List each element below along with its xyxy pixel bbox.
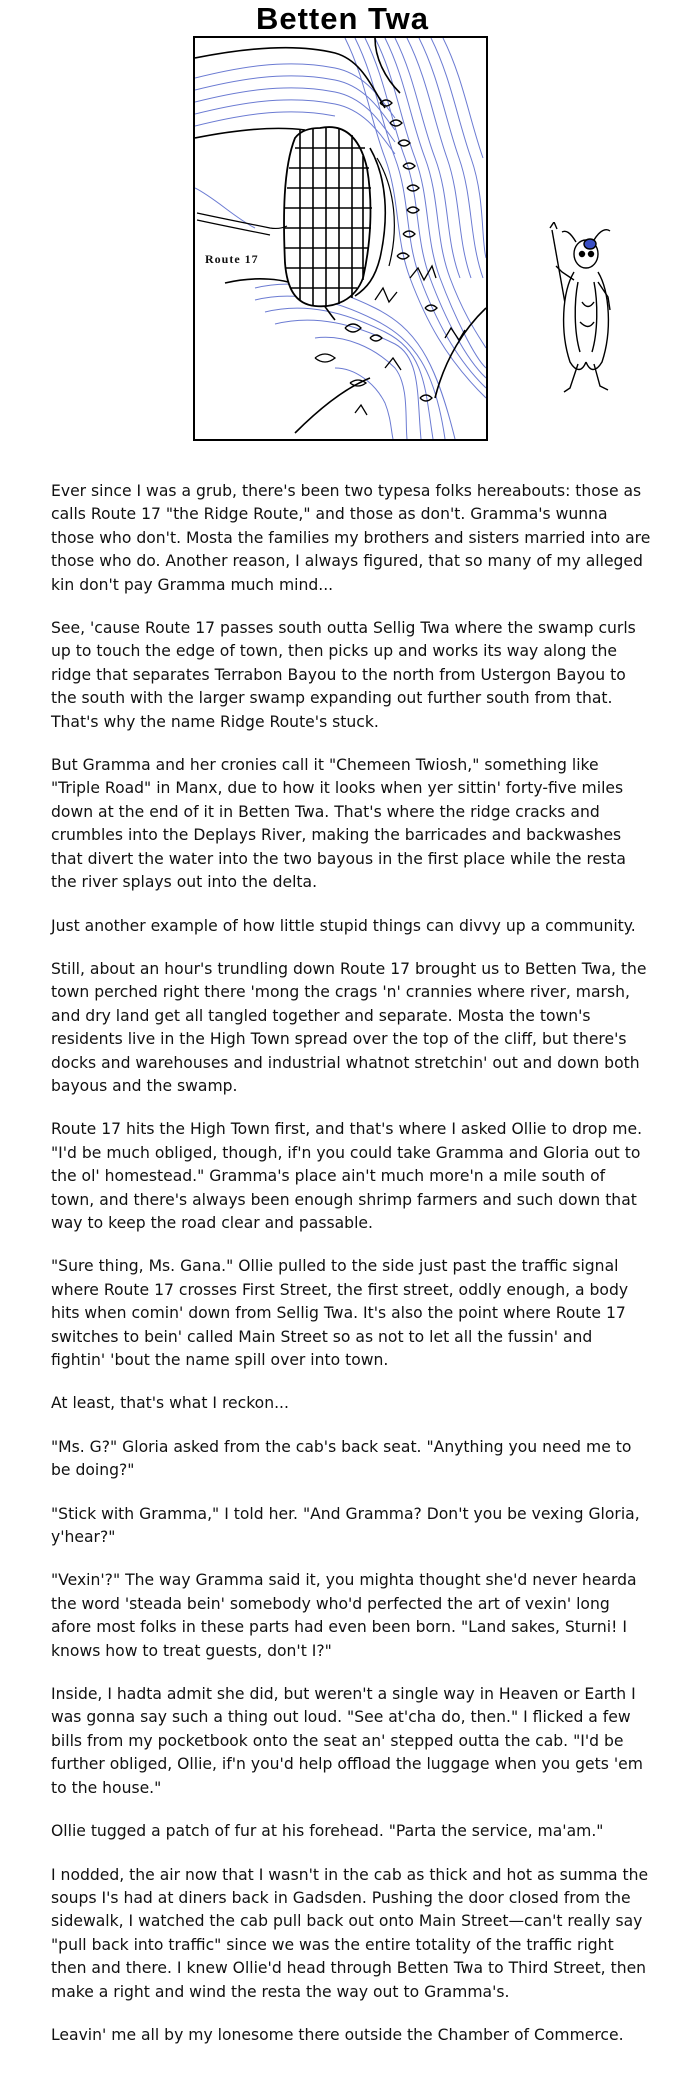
story-paragraph: I nodded, the air now that I wasn't in the cab as thick and hot as summa the soups I's had at diners back in Gadsden. Pushing the door closed from the sidewalk, I watched the cab pull back out onto Main Street—can't really say "pull back into traffic" since we was the entire totality of the traffic right then and there. I knew Ollie'd head through Betten Twa to Third Street, then make a right and wind the resta the way out to Gramma's. xyxy=(51,1865,649,2001)
story-paragraph: At least, that's what I reckon... xyxy=(51,1394,289,1413)
story-paragraph: See, 'cause Route 17 passes south outta Sellig Twa where the swamp curls up to touch the edge of town, then picks up and works its way along the ridge that separates Terrabon Bayou to the north from Ustergon Bayou to the south with the larger swamp expanding out further south from that. That's why the name Ridge Route's stuck. xyxy=(51,619,636,731)
map-drawing xyxy=(195,38,486,439)
story-paragraph: Inside, I hadta admit she did, but weren't a single way in Heaven or Earth I was gonna say such a thing out loud. "See at'cha do, then." I flicked a few bills from my pocketbook onto the seat an' stepped outta the cab. "I'd be further obliged, Ollie, if'n you'd help offload the luggage when you gets 'em to the house." xyxy=(51,1685,643,1797)
story-paragraph: Route 17 hits the High Town first, and that's where I asked Ollie to drop me. "I'd be much obliged, though, if'n you could take Gramma and Gloria out to the ol' homestead." Gramma's place ain't much more'n a mile south of town, and there's always been enough shrimp farmers and such down that way to keep the road clear and passable. xyxy=(51,1120,643,1232)
story-paragraph: Leavin' me all by my lonesome there outside the Chamber of Commerce. xyxy=(51,2025,624,2044)
story-paragraph: Just another example of how little stupid things can divvy up a community. xyxy=(51,916,636,935)
story-paragraph: "Sure thing, Ms. Gana." Ollie pulled to the side just past the traffic signal where Route 17 crosses First Street, the first street, oddly enough, a body hits when comin' down from Sellig Twa. It's also the point where Route 17 switches to bein' called Main Street so as not to let all the fussin' and fightin' 'bout the name spill over into town. xyxy=(51,1257,629,1369)
story-paragraph: "Stick with Gramma," I told her. "And Gramma? Don't you be vexing Gloria, y'hear?" xyxy=(51,1504,640,1547)
story-paragraph: Ollie tugged a patch of fur at his forehead. "Parta the service, ma'am." xyxy=(51,1822,604,1841)
story-paragraph: "Vexin'?" The way Gramma said it, you mighta thought she'd never hearda the word 'steada bein' somebody who'd perfected the art of vexin' long afore most folks in these parts had even been born. "Land sakes, Sturni! I knows how to treat guests, don't I?" xyxy=(51,1571,637,1660)
moth-narrator-figure xyxy=(548,222,618,394)
story-paragraph: Ever since I was a grub, there's been two typesa folks hereabouts: those as calls Route 17 "the Ridge Route," and those as don't. Gramma's wunna those who don't. Mosta the families my brothers and sisters married into are those who do. Another reason, I always figured, that so many of my alleged kin don't pay Gramma much mind... xyxy=(51,482,651,594)
story-paragraph: "Ms. G?" Gloria asked from the cab's back seat. "Anything you need me to be doing?" xyxy=(51,1437,632,1480)
route-17-label: Route 17 xyxy=(205,252,259,266)
story-text xyxy=(51,480,651,2067)
page-title: Betten Twa xyxy=(255,1,430,36)
story-paragraph: But Gramma and her cronies call it "Chemeen Twiosh," something like "Triple Road" in Manx, due to how it looks when yer sittin' forty-five miles down at the end of it in Betten Twa. That's where the ridge cracks and crumbles into the Deplays River, making the barricades and backwashes that divert the water into the two bayous in the first place while the resta the river splays out into the delta. xyxy=(51,756,626,892)
story-paragraph: Still, about an hour's trundling down Route 17 brought us to Betten Twa, the town perched right there 'mong the crags 'n' crannies where river, marsh, and dry land get all tangled together and separate. Mosta the town's residents live in the High Town spread over the top of the cliff, but there's docks and warehouses and industrial whatnot stretchin' out and down both bayous and the swamp. xyxy=(51,959,647,1095)
town-map-illustration xyxy=(193,36,488,441)
